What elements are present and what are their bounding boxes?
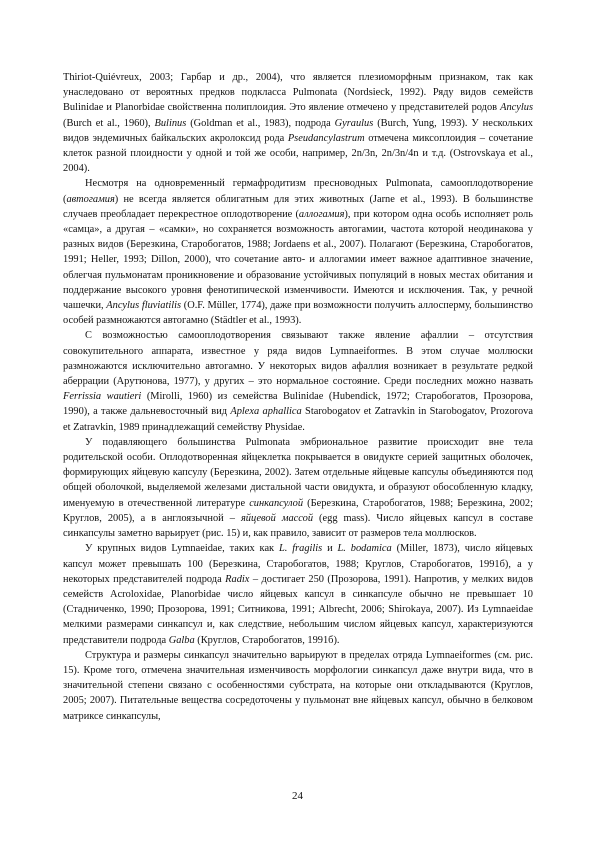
text-run: ) не всегда является облигатным для этих животных (Jarne et al., 1993). В большинстве случаев преобладает перекрестное оплодотворение (: [63, 193, 533, 220]
text-run: (egg mass). Число яйцевых капсул в составе синкапсулы заметно варьирует (рис. 15) и, как правило, зависит от размеров тела моллюсков.: [63, 512, 534, 540]
text-run: – достигает 250 (Прозорова, 1991). Напротив, у мелких видов семейств Acroloxidae, Planorbidae число яйцевых капсул в синкапсуле обычно не превышает 10 (Стадниченко, 1990; Прозорова, 1991; Ситникова, 1991; Albrecht, 2006; Shirokaya, 2007). Из Lymnaeidae мелкими размерами синкапсул и, как следствие, небольшим числом яйцевых капсул, характеризуются представители подрода: [63, 573, 533, 646]
text-run: (Burch et al., 1960),: [63, 117, 155, 129]
italic-text: L. fragilis: [278, 543, 323, 555]
text-run: (Круглов, Старобогатов, 1991б).: [194, 634, 340, 646]
paragraph: [63, 70, 533, 176]
text-run: Thiriot-Quiévreux, 2003; Гарбар и др., 2004), что является плезиоморфным признаком, так как унаследовано от вероятных предков подкласса Pulmonata (Nordsieck, 1992). Ряду видов семейств Bulinidae и Planorbidae свойственна полиплоидия. Это явление отмечено у представителей родов: [63, 72, 533, 114]
paragraph: [63, 328, 533, 434]
italic-text: Galba: [168, 634, 195, 646]
paragraph: [63, 648, 533, 724]
italic-text: Pseudancylastrum: [287, 132, 365, 144]
text-run: С возможностью самооплодотворения связывают также явление афаллии – отсутствия совокупительного аппарата, известное у ряда видов Lymnaeiformes. В этом случае моллюски размножаются исключительно автогамно. У некоторых видов афаллия возникает в результате редкой аберрации (Арутюнова, 1977), у других – это нормальное состояние. Среди последних можно назвать: [63, 330, 533, 388]
text-run: и: [322, 543, 338, 555]
italic-text: L. bodamica: [337, 543, 392, 555]
italic-text: Gyraulus: [334, 117, 374, 129]
italic-text: яйцевой массой: [240, 512, 314, 524]
text-run: Starobogatov et Zatravkin in Starobogatov, Prozorova et Zatravkin, 1989 принадлежащий семейству Physidae.: [63, 406, 533, 433]
text-run: (Mirolli, 1960) из семейства Bulinidae (Hubendick, 1972; Старобогатов, Прозорова, 1990), а также дальневосточный вид: [63, 391, 533, 418]
paragraph: [63, 176, 533, 328]
text-run: отмечена миксоплоидия – сочетание клеток разной плоидности у одной и той же особи, например, 2n/3n, 2n/3n/4n и т.д. (Ostrovskaya et al., 2004).: [63, 132, 533, 175]
italic-text: Bulinus: [154, 117, 187, 129]
paragraph: [63, 541, 533, 647]
text-run: У крупных видов Lymnaeidae, таких как: [85, 543, 279, 555]
italic-text: Ancylus fluviatilis: [106, 300, 182, 312]
text-run: (Miller, 1873), число яйцевых капсул может превышать 100 (Березкина, Старобогатов, 1988; Круглов, Старобогатов, 1991б), а у некоторых представителей подрода: [63, 543, 533, 585]
italic-text: Ancylus: [500, 102, 533, 114]
paragraph: [63, 435, 533, 541]
italic-text: аллогамия: [298, 208, 345, 220]
text-run: (O.F. Müller, 1774), даже при возможности получить аллосперму, большинство особей размножаются автогамно (Städtler et al., 1993).: [63, 300, 533, 327]
italic-text: синкапсулой: [249, 497, 304, 509]
text-run: (Burch, Yung, 1993). У нескольких видов эндемичных байкальских акролоксид рода: [63, 117, 533, 144]
text-run: (Березкина, Старобогатов, 1988; Березкина, 2002; Круглов, 2005), а в англоязычной –: [63, 497, 533, 524]
text-run: Несмотря на одновременный гермафродитизм пресноводных Pulmonata, самооплодотворение (: [63, 178, 533, 205]
italic-text: автогамия: [66, 193, 115, 205]
text-run: Структура и размеры синкапсул значительно варьируют в пределах отряда Lymnaeiformes (см. рис. 15). Кроме того, отмечена значительная изменчивость морфологии синкапсул даже внутри вида, что в значительной степени связано с особенностями субстрата, на которые они откладываются (Круглов, 2005; 2007). Питательные вещества сосредоточены у пульмонат вне яйцевых капсул, обычно в белковом матриксе синкапсулы,: [63, 649, 533, 722]
italic-text: Radix: [225, 573, 250, 585]
italic-text: Ferrissia wautieri: [63, 391, 142, 403]
text-run: (Goldman et al., 1983), подрода: [186, 117, 335, 129]
page-number: 24: [292, 790, 303, 802]
text-run: У подавляющего большинства Pulmonata эмбриональное развитие происходит вне тела родительской особи. Оплодотворенная яйцеклетка покрывается в овидукте серией защитных оболочек, формирующих яйцевую капсулу (Березкина, 2002). Затем отдельные яйцевые капсулы объединяются под общей оболочкой, выделяемой железами дистальной части овидукта, и образуют обособленную кладку, именуемую в отечественной литературе: [63, 436, 533, 509]
italic-text: Aplexa aphallica: [230, 406, 302, 418]
document-body: [63, 70, 533, 724]
text-run: ), при котором одна особь исполняет роль «самца», а другая – «самки», но сохраняется возможность автогамии, частота которой неодинакова у разных видов (Березкина, Старобогатов, 1988; Jordaens et al., 2007). Полагают (Березкина, Старобогатов, 1991; Heller, 1993; Dillon, 2000), что сочетание авто- и аллогамии имеет важное адаптивное значение, облегчая пульмонатам проникновение и образование устойчивых популяций в новых местах обитания и поддержание высокого уровня фенотипической изменчивости. Имеются и исключения. Так, у речной чашечки,: [63, 208, 533, 312]
